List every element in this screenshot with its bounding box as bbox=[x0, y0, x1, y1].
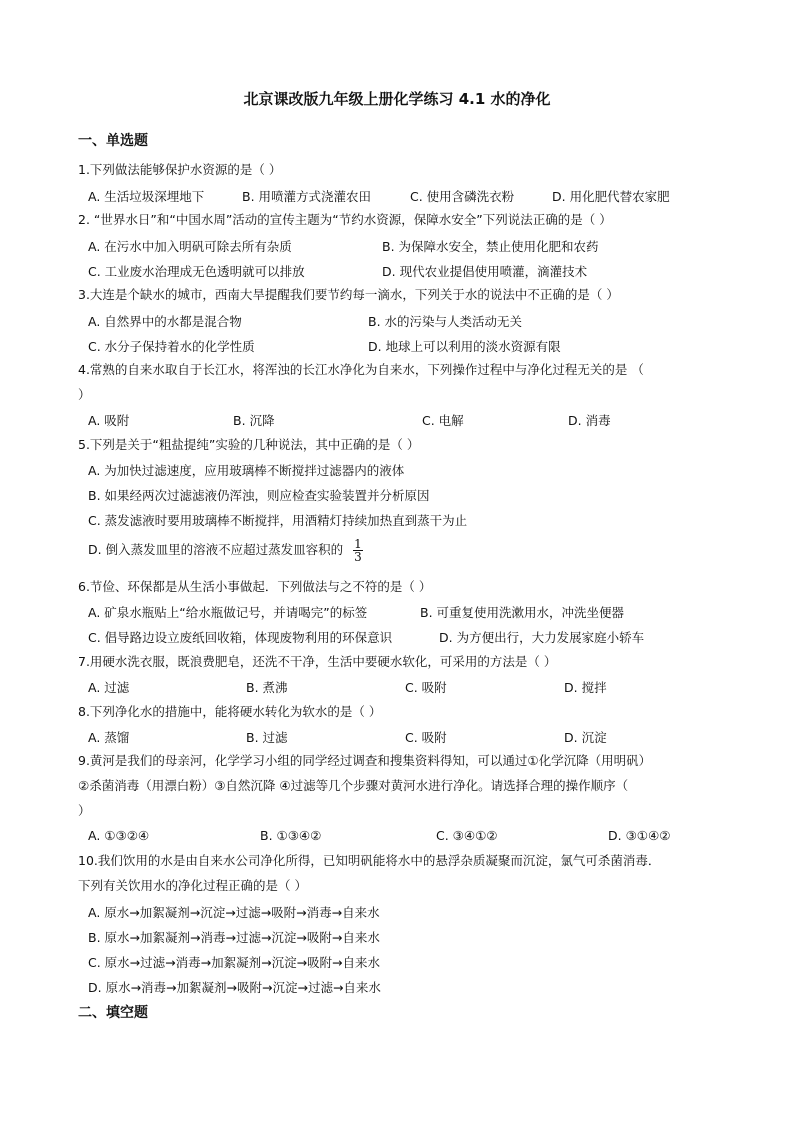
q9-option-c: C. ③④①② bbox=[436, 828, 498, 843]
q2-stem: 2. “世界水日”和“中国水周”活动的宣传主题为“节约水资源，保障水安全”下列说法正确的是（ ） bbox=[78, 212, 612, 227]
q4-option-a: A. 吸附 bbox=[88, 413, 130, 428]
q6-option-c: C. 倡导路边设立废纸回收箱，体现废物利用的环保意识 bbox=[88, 630, 393, 645]
q3-option-b: B. 水的污染与人类活动无关 bbox=[368, 314, 523, 329]
q10-option-d: D. 原水→消毒→加絮凝剂→吸附→沉淀→过滤→自来水 bbox=[88, 980, 381, 995]
q2-option-a: A. 在污水中加入明矾可除去所有杂质 bbox=[88, 239, 292, 254]
fraction-numerator: 1 bbox=[354, 537, 362, 551]
q1-option-a: A. 生活垃圾深埋地下 bbox=[88, 189, 205, 204]
q8-stem: 8.下列净化水的措施中，能将硬水转化为软水的是（ ） bbox=[78, 704, 382, 719]
section-single-choice: 一、单选题 bbox=[78, 133, 148, 149]
q9-stem: 9.黄河是我们的母亲河，化学学习小组的同学经过调查和搜集资料得知，可以通过①化学沉降（用明矾） bbox=[78, 753, 652, 768]
q9-stem-line3: ） bbox=[78, 803, 91, 818]
q10-option-a: A. 原水→加絮凝剂→沉淀→过滤→吸附→消毒→自来水 bbox=[88, 905, 380, 920]
q7-option-c: C. 吸附 bbox=[405, 680, 447, 695]
q3-stem: 3.大连是个缺水的城市，西南大旱提醒我们要节约每一滴水，下列关于水的说法中不正确的是（ ） bbox=[78, 287, 619, 302]
q5-option-b: B. 如果经两次过滤滤液仍浑浊，则应检查实验装置并分析原因 bbox=[88, 488, 430, 503]
q7-stem: 7.用硬水洗衣服，既浪费肥皂，还洗不干净，生活中要硬水软化，可采用的方法是（ ） bbox=[78, 654, 557, 669]
q9-option-a: A. ①③②④ bbox=[88, 828, 150, 843]
q8-option-d: D. 沉淀 bbox=[564, 730, 607, 745]
q8-option-a: A. 蒸馏 bbox=[88, 730, 130, 745]
q7-option-b: B. 煮沸 bbox=[246, 680, 288, 695]
q1-option-b: B. 用喷灌方式浇灌农田 bbox=[242, 189, 372, 204]
q2-option-d: D. 现代农业提倡使用喷灌，滴灌技术 bbox=[382, 264, 588, 279]
q4-option-d: D. 消毒 bbox=[568, 413, 611, 428]
q3-option-a: A. 自然界中的水都是混合物 bbox=[88, 314, 242, 329]
q5-option-a: A. 为加快过滤速度，应用玻璃棒不断搅拌过滤器内的液体 bbox=[88, 463, 405, 478]
section-fill-in-blank: 二、填空题 bbox=[78, 1005, 148, 1021]
q2-option-b: B. 为保障水安全，禁止使用化肥和农药 bbox=[382, 239, 599, 254]
fraction-denominator: 3 bbox=[354, 550, 362, 564]
q5-option-c: C. 蒸发滤液时要用玻璃棒不断搅拌，用酒精灯持续加热直到蒸干为止 bbox=[88, 513, 468, 528]
q8-option-b: B. 过滤 bbox=[246, 730, 288, 745]
q1-stem: 1.下列做法能够保护水资源的是（ ） bbox=[78, 162, 282, 177]
q10-stem: 10.我们饮用的水是由自来水公司净化所得，已知明矾能将水中的悬浮杂质凝聚而沉淀，氯气可杀菌消毒． bbox=[78, 853, 661, 868]
q9-option-b: B. ①③④② bbox=[260, 828, 322, 843]
q10-option-b: B. 原水→加絮凝剂→消毒→过滤→沉淀→吸附→自来水 bbox=[88, 930, 380, 945]
document-title: 北京课改版九年级上册化学练习 4.1 水的净化 bbox=[243, 90, 551, 108]
q7-option-d: D. 搅拌 bbox=[564, 680, 607, 695]
q6-option-d: D. 为方便出行，大力发展家庭小轿车 bbox=[439, 630, 645, 645]
q5-option-d bbox=[88, 538, 363, 563]
q6-option-b: B. 可重复使用洗漱用水，冲洗坐便器 bbox=[420, 605, 625, 620]
q3-option-c: C. 水分子保持着水的化学性质 bbox=[88, 339, 255, 354]
q4-option-b: B. 沉降 bbox=[233, 413, 275, 428]
q6-option-a: A. 矿泉水瓶贴上“给水瓶做记号，并请喝完”的标签 bbox=[88, 605, 368, 620]
q9-option-d: D. ③①④② bbox=[608, 828, 671, 843]
q6-stem: 6.节俭、环保都是从生活小事做起．下列做法与之不符的是（ ） bbox=[78, 579, 432, 594]
q5-option-d-text: D. 倒入蒸发皿里的溶液不应超过蒸发皿容积的 bbox=[88, 542, 344, 557]
q8-option-c: C. 吸附 bbox=[405, 730, 447, 745]
q7-option-a: A. 过滤 bbox=[88, 680, 130, 695]
q10-option-c: C. 原水→过滤→消毒→加絮凝剂→沉淀→吸附→自来水 bbox=[88, 955, 381, 970]
one-third-fraction bbox=[353, 538, 363, 563]
q4-stem-continued: ） bbox=[78, 387, 91, 402]
q3-option-d: D. 地球上可以利用的淡水资源有限 bbox=[368, 339, 561, 354]
q4-option-c: C. 电解 bbox=[422, 413, 464, 428]
q1-option-d: D. 用化肥代替农家肥 bbox=[552, 189, 670, 204]
q5-stem: 5.下列是关于“粗盐提纯”实验的几种说法，其中正确的是（ ） bbox=[78, 437, 420, 452]
q10-stem-line2: 下列有关饮用水的净化过程正确的是（ ） bbox=[78, 878, 307, 893]
q4-stem: 4.常熟的自来水取自于长江水，将浑浊的长江水净化为自来水，下列操作过程中与净化过程无关的是 （ bbox=[78, 362, 644, 377]
q9-stem-line2: ②杀菌消毒（用漂白粉）③自然沉降 ④过滤等几个步骤对黄河水进行净化。请选择合理的操作顺序（ bbox=[78, 778, 629, 793]
q1-option-c: C. 使用含磷洗衣粉 bbox=[410, 189, 515, 204]
q2-option-c: C. 工业废水治理成无色透明就可以排放 bbox=[88, 264, 305, 279]
